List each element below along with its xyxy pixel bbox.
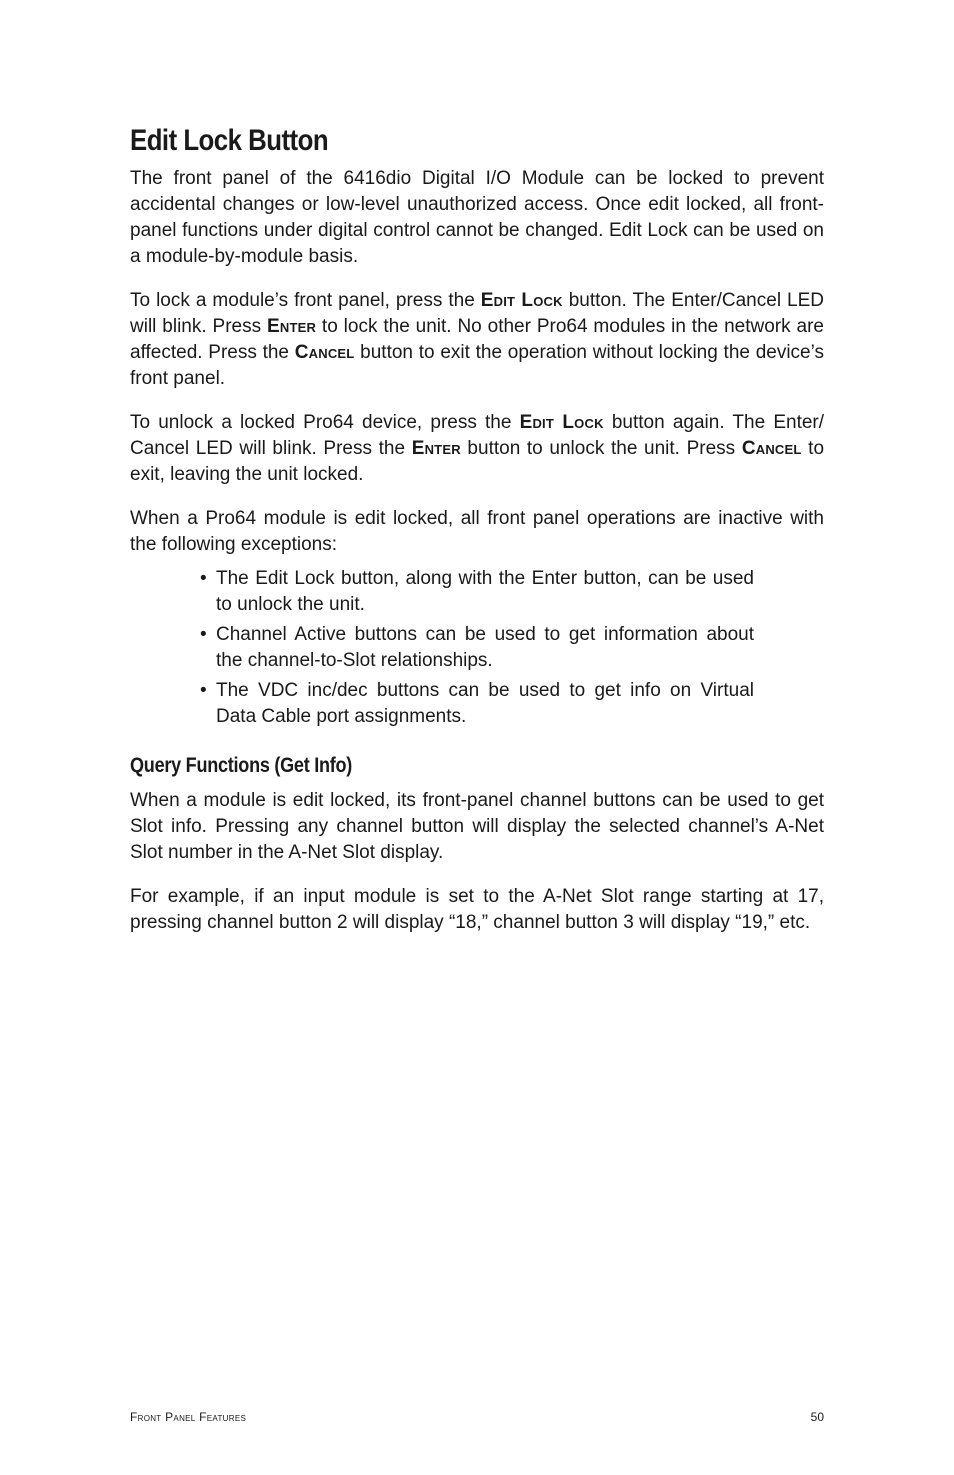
paragraph-exceptions-intro: When a Pro64 module is edit locked, all front panel operations are inactive with the following exceptions: xyxy=(130,508,824,555)
list-item xyxy=(200,678,754,730)
page-footer xyxy=(130,1410,824,1424)
paragraph-intro: The front panel of the 6416dio Digital I/O Module can be locked to prevent accidental changes or low-level unauthorized access. Once edit locked, all front-panel functions under digital control cannot be changed. Edit Lock can be used on a module-by-module basis. xyxy=(130,168,824,267)
bullet-icon: • xyxy=(200,680,207,701)
paragraph-query-example: For example, if an input module is set to the A-Net Slot range starting at 17, pressing channel button 2 will display “18,” channel button 3 will display “19,” etc. xyxy=(130,886,824,933)
list-item-text: Channel Active buttons can be used to get information about the channel-to-Slot relationships. xyxy=(216,624,754,671)
edit-lock-term: Edit Lock xyxy=(519,412,604,433)
list-item-text: The VDC inc/dec buttons can be used to get info on Virtual Data Cable port assignments. xyxy=(216,680,754,727)
edit-lock-term: Edit Lock xyxy=(480,290,563,311)
text-run: to exit, leaving the unit locked. xyxy=(130,438,825,485)
text-run: button to unlock the unit. Press xyxy=(460,438,742,459)
list-item-text: The Edit Lock button, along with the Enter button, can be used to unlock the unit. xyxy=(216,568,754,615)
text-run: To unlock a locked Pro64 device, press the xyxy=(130,412,520,433)
footer-section-title: Front Panel Features xyxy=(130,1410,247,1424)
text-run: button. The Enter/Cancel LED will blink. Press xyxy=(130,290,824,337)
text-run: to lock the unit. No other Pro64 modules in the network are affected. Press the xyxy=(130,316,824,363)
cancel-term: Cancel xyxy=(294,342,355,363)
list-item xyxy=(200,622,754,674)
text-run: button again. The Enter/ Cancel LED will blink. Press the xyxy=(130,412,825,459)
cancel-term: Cancel xyxy=(741,438,802,459)
exceptions-list xyxy=(200,566,754,730)
bullet-icon: • xyxy=(200,568,207,589)
bullet-icon: • xyxy=(200,624,207,645)
paragraph-query-description: When a module is edit locked, its front-panel channel buttons can be used to get Slot info. Pressing any channel button will display the selected channel’s A-Net Slot number in the A-Net Slot display. xyxy=(130,790,824,863)
page-number: 50 xyxy=(810,1410,824,1424)
page-title: Edit Lock Button xyxy=(130,124,329,157)
enter-term: Enter xyxy=(411,438,461,459)
list-item xyxy=(200,566,754,618)
text-run: button to exit the operation without locking the device’s front panel. xyxy=(130,342,824,389)
enter-term: Enter xyxy=(266,316,317,337)
document-body xyxy=(130,124,824,954)
section-heading: Query Functions (Get Info) xyxy=(130,754,353,777)
text-run: To lock a module’s front panel, press the xyxy=(130,290,481,311)
paragraph-lock-instructions xyxy=(130,288,824,392)
paragraph-unlock-instructions xyxy=(130,410,824,488)
